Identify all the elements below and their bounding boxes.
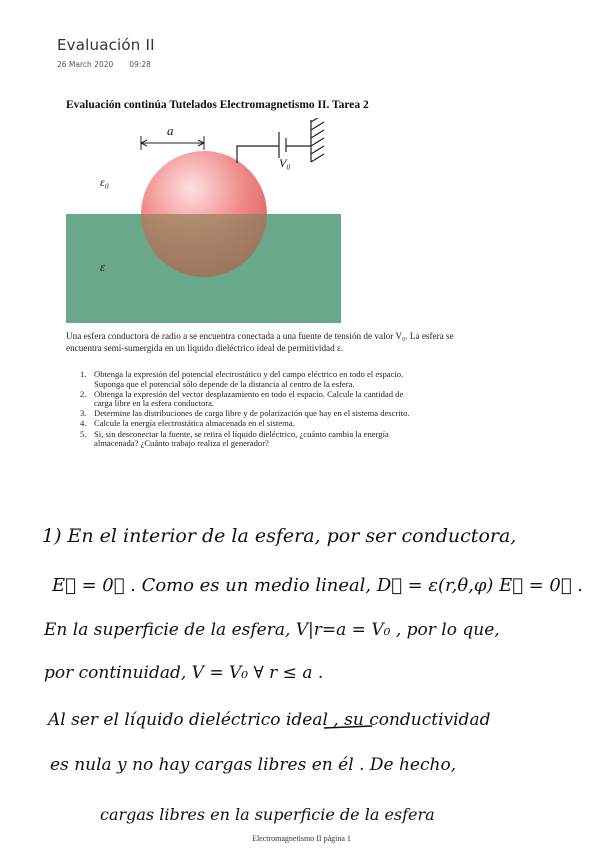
voltage-source: [237, 132, 311, 163]
question-list: [80, 370, 420, 449]
problem-statement: Una esfera conductora de radio a se encuentra conectada a una fuente de tensión de valor V₀. La esfera se encuentra semi-sumergida en un líquido dieléctrico ideal de permitividad ε.: [66, 331, 454, 353]
list-item: 5. Si, sin desconectar la fuente, se retira el líquido dieléctrico, ¿cuánto cambia la energía almacenada? ¿Cuánto trabajo realiza el generador?: [80, 428, 389, 449]
handwritten-line: En la superficie de la esfera, V|r=a = V₀ , por lo que,: [44, 620, 500, 640]
radius-dimension: [141, 136, 204, 150]
list-item: 4. Calcule la energía electrostática almacenada en el sistema.: [80, 418, 295, 429]
note-date: 26 March 2020: [57, 60, 114, 69]
radius-label: a: [167, 123, 174, 138]
note-time: 09:28: [129, 60, 151, 69]
note-title: Evaluación II: [57, 36, 155, 54]
task-heading: Evaluación continúa Tutelados Electromagnetismo II. Tarea 2: [66, 99, 369, 111]
epsilon-label: ε: [100, 259, 106, 274]
list-item: 1. Obtenga la expresión del potencial electrostático y del campo eléctrico en todo el espacio. Suponga que el potencial sólo depende de la distancia al centro de la esfera.: [80, 369, 404, 389]
handwritten-line: cargas libres en la superficie de la esfera: [100, 805, 435, 824]
sphere-figure: [66, 118, 371, 323]
ground-icon: [311, 118, 324, 162]
handwritten-solution: [0, 490, 603, 825]
voltage-label: V₀: [279, 156, 291, 170]
handwritten-line: 1) En el interior de la esfera, por ser conductora,: [42, 525, 517, 547]
note-meta: [57, 60, 151, 69]
list-item: 2. Obtenga la expresión del vector desplazamiento en todo el espacio. Calcule la cantidad de carga libre en la esfera conductora.: [80, 388, 404, 409]
handwritten-line: por continuidad, V = V₀ ∀ r ≤ a .: [44, 663, 324, 683]
conducting-sphere: [141, 151, 267, 277]
handwritten-line: es nula y no hay cargas libres en él . De hecho,: [50, 755, 457, 775]
page-footer: Electromagnetismo II página 1: [252, 834, 351, 843]
handwritten-line: Al ser el líquido dieléctrico ideal , su conductividad: [48, 710, 491, 730]
list-item: 3. Determine las distribuciones de carga libre y de polarización que hay en el sistema descrito.: [80, 408, 410, 419]
epsilon0-label: ε₀: [100, 175, 109, 189]
handwritten-line: E⃗ = 0⃗ . Como es un medio lineal, D⃗ = ε(r,θ,φ) E⃗ = 0⃗ .: [51, 575, 583, 596]
